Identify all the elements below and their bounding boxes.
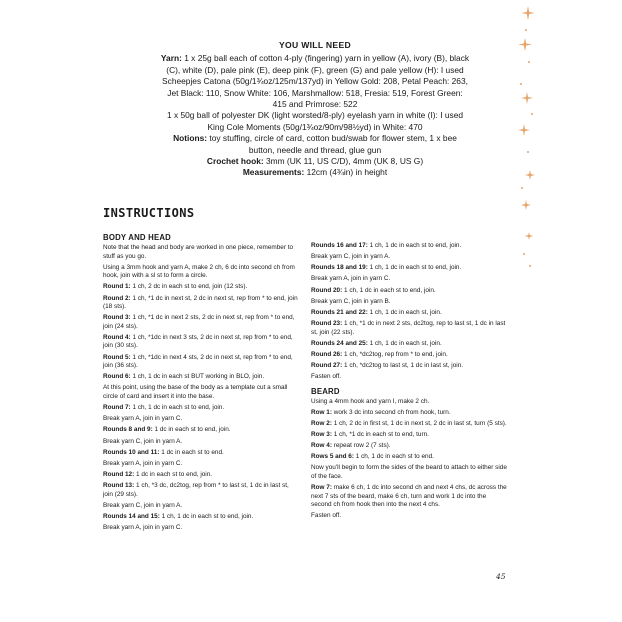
you-will-need-heading: YOU WILL NEED [278,40,352,50]
decorative-stars [508,0,548,330]
instruction-text: Break yarn A, join in yarn C. [103,459,183,467]
instruction-label: Round 26: [311,350,343,358]
instruction-text: 1 ch, *1dc in next 4 sts, 2 dc in next st, rep from * to end, join (36 sts). [103,353,293,370]
page-number: 45 [496,572,506,581]
instruction-label: Rounds 8 and 9: [103,426,153,434]
instruction-line [103,373,299,382]
need-line [160,110,470,133]
instruction-line [311,298,507,307]
instruction-text: 1 ch, 1 dc in each st BUT working in BLO, join. [130,373,265,381]
need-line [160,156,470,167]
star-icon [521,92,533,104]
instruction-line [311,287,507,296]
instruction-line [311,442,507,451]
instruction-label: Row 3: [311,431,332,439]
instruction-line [103,295,299,312]
instruction-line [103,482,299,499]
instruction-line [311,464,507,481]
instruction-text: Now you'll begin to form the sides of the beard to attach to either side of the face. [311,464,507,481]
instruction-label: Round 12: [103,470,135,478]
instruction-text: work 3 dc into second ch from hook, turn. [331,408,451,416]
instruction-line [311,398,507,407]
instruction-label: Round 2: [103,294,131,302]
instruction-text: 1 ch, *dc2tog to last st, 1 dc in last st, join. [342,361,464,369]
instruction-text: 1 dc in each st to end, join. [134,470,213,478]
need-line [160,53,470,110]
section-heading-beard: BEARD [311,386,340,396]
instruction-text: repeat row 2 (7 sts). [331,442,391,450]
need-label: Yarn: [160,53,182,64]
instruction-line [311,242,507,251]
dot-icon [523,253,525,255]
instruction-label: Rounds 14 and 15: [103,512,160,520]
instruction-text: Break yarn C, join in yarn A. [311,253,391,261]
instruction-line [311,275,507,284]
instruction-text: 1 ch, 1 dc in each st to end, join. [342,286,436,294]
instruction-text: Break yarn C, join in yarn A. [103,437,183,445]
instruction-label: Round 27: [311,361,343,369]
need-text: 3mm (UK 11, US C/D), 4mm (UK 8, US G) [263,156,424,167]
instruction-line [311,409,507,418]
dot-icon [520,83,522,85]
instruction-text: 1 ch, 1 dc in each st to end, join. [130,404,225,412]
instruction-text: 1 ch, 2 dc in each st to end, join (12 sts). [130,283,248,291]
instruction-text: 1 ch, *3 dc, dc2tog, rep from * to last st, 1 dc in last st, join (29 sts). [103,482,289,498]
instruction-text: 1 ch, 1 dc in each st to end, join. [367,264,462,272]
need-label: Crochet hook: [206,156,264,167]
instruction-line [311,340,507,349]
instruction-line [103,471,299,480]
instruction-line [103,524,299,533]
instruction-label: Rows 5 and 6: [311,453,354,461]
instruction-label: Row 7: [311,484,332,492]
instruction-text: Using a 4mm hook and yarn I, make 2 ch. [311,397,430,405]
instruction-line [311,362,507,371]
instruction-text: 1 ch, 1 dc in each st, join. [367,339,442,347]
instruction-text: 1 ch, *1dc in next 3 sts, 2 dc in next st, rep from * to end, join (30 sts). [103,333,293,350]
instruction-line [311,484,507,510]
instruction-label: Round 5: [103,353,131,361]
instruction-text: 1 ch, 2 dc in first st, 1 dc in next st, 2 dc in last st, turn (5 sts). [331,419,507,427]
instruction-label: Round 3: [103,314,131,322]
instruction-line [103,415,299,424]
instruction-text: Break yarn A, join in yarn C. [311,275,391,283]
instruction-line [103,244,299,261]
instruction-label: Round 6: [103,373,131,381]
star-icon [518,124,530,136]
dot-icon [521,187,523,189]
dot-icon [531,113,533,115]
beard-paragraphs [311,398,507,521]
instruction-line [103,334,299,351]
star-icon [521,200,531,210]
instruction-line [103,438,299,447]
section-heading-body-and-head: BODY AND HEAD [103,233,172,242]
instruction-text: make 6 ch, 1 dc into second ch and next 4 chs, dc across the next 7 sts of the beard, make 6 ch, turn and work 1 dc into the second ch from hook then into the next 4 chs. [311,484,507,509]
instruction-label: Round 20: [311,286,343,294]
need-line [160,133,470,156]
dot-icon [527,151,529,153]
instruction-line [311,373,507,382]
you-will-need-block [160,40,470,179]
star-icon [521,6,535,20]
instruction-text: 1 ch, 1 dc in each st to end. [353,453,434,461]
instruction-text: Using a 3mm hook and yarn A, make 2 ch, 6 dc into second ch from hook, join with a sl st to form a circle. [103,263,295,280]
instruction-text: 1 ch, *dc2tog, rep from * to end, join. [342,350,448,358]
need-label: Measurements: [242,167,305,178]
need-label: Notions: [173,133,208,144]
instruction-label: Rounds 24 and 25: [311,339,368,347]
instruction-label: Row 4: [311,442,332,450]
star-icon [525,170,535,180]
instruction-line [103,384,299,401]
instruction-line [103,354,299,371]
star-icon [525,232,533,240]
instruction-line [103,502,299,511]
right-column [311,242,507,524]
instruction-line [103,404,299,413]
instruction-text: 1 ch, 1 dc in each st to end, join. [367,242,462,249]
instruction-line [103,449,299,458]
instruction-line [311,264,507,273]
left-paragraphs [103,244,299,533]
instruction-line [103,314,299,331]
instruction-text: 1 ch, 1 dc in each st to end, join. [159,512,254,520]
right-paragraphs [311,242,507,382]
instruction-line [311,320,507,337]
instruction-line [103,513,299,522]
need-text: toy stuffing, circle of card, cotton bud/swab for flower stem, 1 x bee button, needle and thread, glue gun [207,133,457,155]
instruction-text: 1 dc in each st to end, join. [152,426,231,434]
instruction-text: At this point, using the base of the body as a template cut a small circle of card and insert it into the base. [103,384,288,400]
instruction-text: Fasten off. [311,512,342,520]
instructions-title: INSTRUCTIONS [103,206,195,220]
instruction-text: Break yarn A, join in yarn C. [103,524,183,532]
dot-icon [529,265,531,267]
instruction-label: Rounds 16 and 17: [311,242,368,249]
instruction-text: Fasten off. [311,373,342,381]
instruction-text: Break yarn C, join in yarn A. [103,501,183,509]
instruction-label: Round 7: [103,404,131,412]
instruction-text: Note that the head and body are worked in one piece, remember to stuff as you go. [103,244,294,260]
instruction-label: Rounds 21 and 22: [311,308,368,316]
instruction-text: Break yarn A, join in yarn C. [103,415,183,423]
star-icon [518,38,532,51]
instruction-line [103,426,299,435]
need-text: 1 x 50g ball of polyester DK (light worsted/8-ply) eyelash yarn in white (I): I used King Cole Moments (50g/1¾oz/90m/98½yd) in White: 470 [166,110,464,132]
instruction-text: 1 ch, *1 dc in next st, 2 dc in next st, rep from * to end, join (18 sts). [103,294,298,311]
left-column [103,233,299,535]
instruction-text: 1 ch, *1 dc in next 2 sts, 2 dc in next st, rep from * to end, join (24 sts). [103,314,295,330]
need-line [160,167,470,178]
instruction-text: 1 ch, 1 dc in each st, join. [367,308,442,316]
instruction-label: Row 1: [311,408,332,416]
instruction-line [311,253,507,262]
instruction-label: Row 2: [311,419,332,427]
need-text: 1 x 25g ball each of cotton 4-ply (fingering) yarn in yellow (A), ivory (B), black (C), white (D), pale pink (E), deep pink (F), green (G) and pale yellow (H): I used Scheepjes Catona (50g/1¾oz/125m/137yd) in Yellow Gold: 208, Petal Peach: 263, Jet Black: 110, Snow White: 106, Marshmallow: 518, Fresia: 519, Forest Green: 415 and Primrose: 522 [162,53,470,110]
instruction-text: 1 ch, *1 dc in each st to end, turn. [331,431,429,439]
instruction-line [311,431,507,440]
instruction-line [103,460,299,469]
instruction-text: 1 dc in each st to end. [159,448,224,456]
instruction-label: Rounds 10 and 11: [103,448,160,456]
dot-icon [525,29,527,31]
instruction-label: Round 13: [103,482,135,490]
instruction-line [311,351,507,360]
need-text: 12cm (4¾in) in height [304,167,388,178]
instruction-label: Round 4: [103,333,131,341]
instruction-line [311,453,507,462]
instruction-label: Rounds 18 and 19: [311,264,368,272]
instruction-line [103,264,299,281]
dot-icon [528,61,530,63]
instruction-line [311,512,507,521]
instruction-line [311,420,507,429]
instruction-text: 1 ch, *1 dc in next 2 sts, dc2tog, rep to last st, 1 dc in last st, join (22 sts). [311,319,506,336]
instruction-label: Round 1: [103,283,131,291]
instruction-line [311,309,507,318]
instruction-label: Round 23: [311,319,343,327]
instruction-text: Break yarn C, join in yarn B. [311,297,391,305]
instruction-line [103,283,299,292]
